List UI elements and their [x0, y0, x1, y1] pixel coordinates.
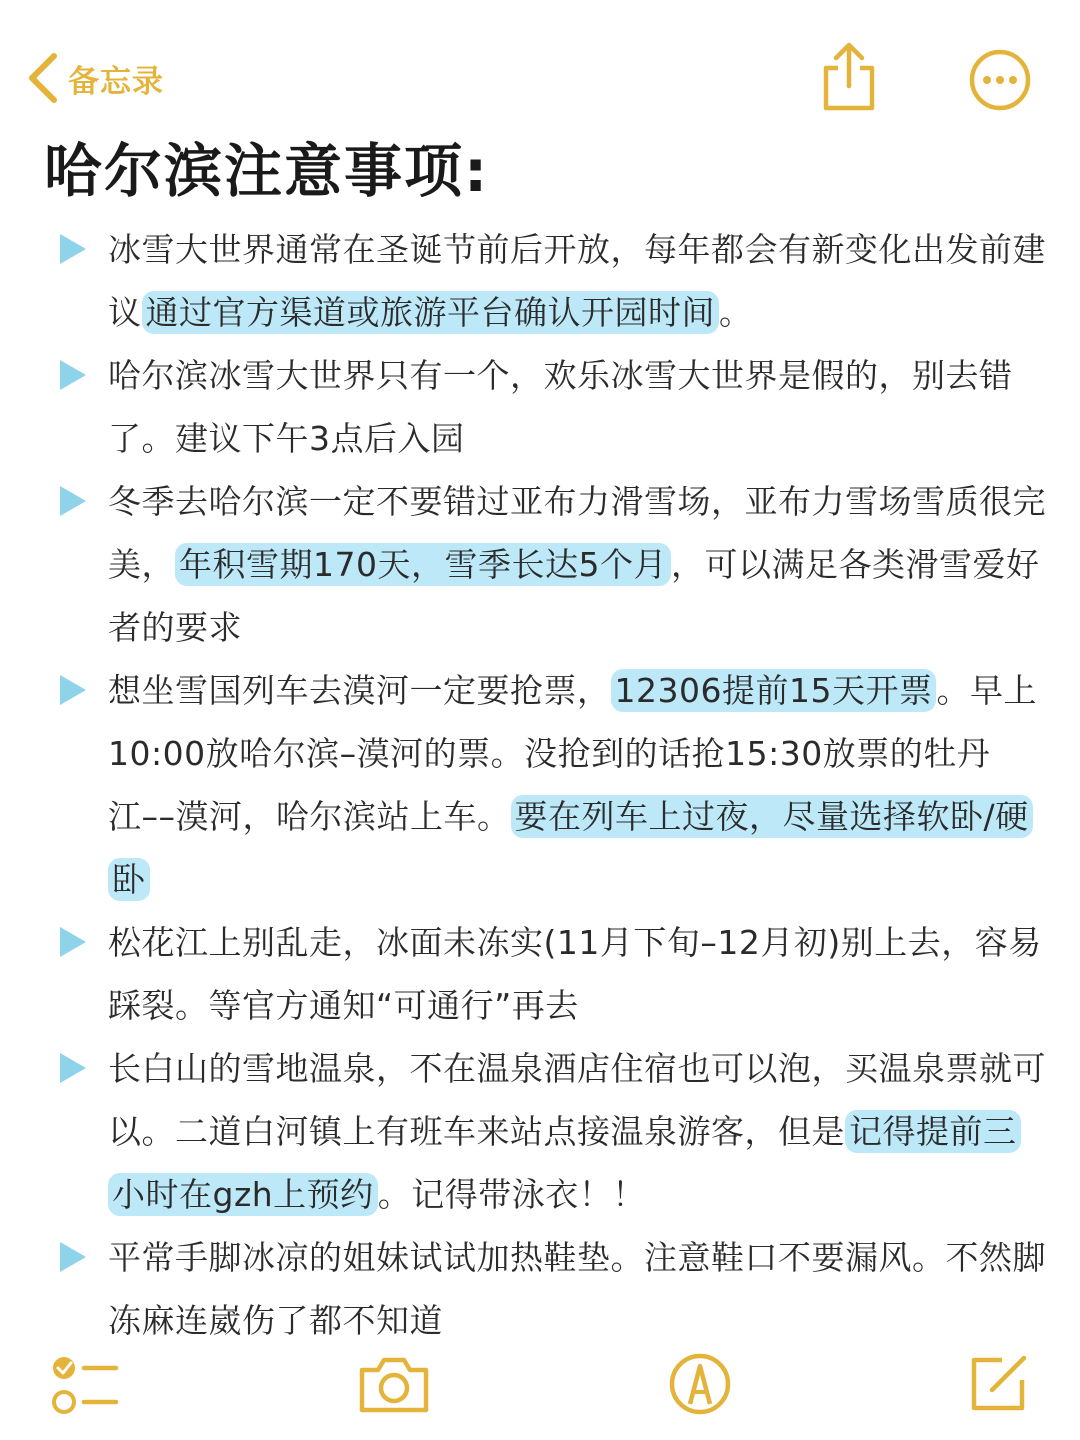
note-title: 哈尔滨注意事项: — [44, 137, 490, 205]
back-label: 备忘录 — [68, 63, 164, 100]
navigation-bar — [0, 0, 1080, 130]
note-text: 哈尔滨冰雪大世界只有一个，欢乐冰雪大世界是假的，别去错了。建议下午3点后入园 — [108, 356, 1013, 458]
share-icon[interactable] — [818, 40, 880, 112]
note-text: 冰雪大世界通常在圣诞节前后开放，每年都会有新变化出发前建议 — [108, 230, 1046, 332]
note-text: 松花江上别乱走，冰面未冻实(11月下旬–12月初)别上去，容易踩裂。等官方通知“可通行”再去 — [108, 923, 1042, 1025]
note-list-item — [56, 218, 1046, 344]
note-body[interactable] — [56, 218, 1046, 1352]
highlighted-text: 12306提前15天开票 — [611, 669, 937, 712]
markup-icon[interactable] — [668, 1352, 732, 1416]
triangle-bullet-icon — [60, 1242, 86, 1272]
note-text: 平常手脚冰凉的姐妹试试加热鞋垫。注意鞋口不要漏风。不然脚冻麻连崴伤了都不知道 — [108, 1238, 1046, 1340]
highlighted-text: 通过官方渠道或旅游平台确认开园时间 — [142, 291, 720, 334]
note-text: 。早上10:00放哈尔滨–漠河的票。没抢到的话抢15:30放票的牡丹江––漠河，哈尔滨站上车。 — [108, 671, 1037, 836]
note-text: 想坐雪国列车去漠河一定要抢票， — [108, 671, 611, 710]
note-text: 冬季去哈尔滨一定不要错过亚布力滑雪场，亚布力雪场雪质很完美， — [108, 482, 1046, 584]
highlighted-text: 记得提前三小时在gzh上预约 — [108, 1110, 1021, 1216]
highlighted-text: 年积雪期170天，雪季长达5个月 — [175, 543, 671, 586]
note-text: 长白山的雪地温泉，不在温泉酒店住宿也可以泡，买温泉票就可以。二道白河镇上有班车来站点接温泉游客，但是 — [108, 1049, 1046, 1151]
back-button[interactable] — [24, 50, 164, 106]
triangle-bullet-icon — [60, 486, 86, 516]
chevron-left-icon — [24, 50, 62, 106]
note-list-item — [56, 344, 1046, 470]
checklist-icon[interactable] — [50, 1352, 120, 1418]
triangle-bullet-icon — [60, 234, 86, 264]
triangle-bullet-icon — [60, 927, 86, 957]
note-text: 。记得带泳衣！！ — [377, 1175, 646, 1214]
note-list-item — [56, 1037, 1046, 1226]
triangle-bullet-icon — [60, 675, 86, 705]
note-text: 。 — [719, 293, 753, 332]
note-list-item — [56, 1226, 1046, 1352]
compose-icon[interactable] — [966, 1350, 1032, 1416]
bottom-toolbar — [0, 1340, 1080, 1440]
highlighted-text: 要在列车上过夜，尽量选择软卧/硬卧 — [108, 795, 1033, 901]
note-list-item — [56, 911, 1046, 1037]
note-text: ，可以满足各类滑雪爱好者的要求 — [108, 545, 1040, 647]
camera-icon[interactable] — [356, 1354, 432, 1416]
triangle-bullet-icon — [60, 360, 86, 390]
triangle-bullet-icon — [60, 1053, 86, 1083]
note-list-item — [56, 659, 1046, 911]
more-icon[interactable] — [968, 48, 1032, 112]
note-list-item — [56, 470, 1046, 659]
